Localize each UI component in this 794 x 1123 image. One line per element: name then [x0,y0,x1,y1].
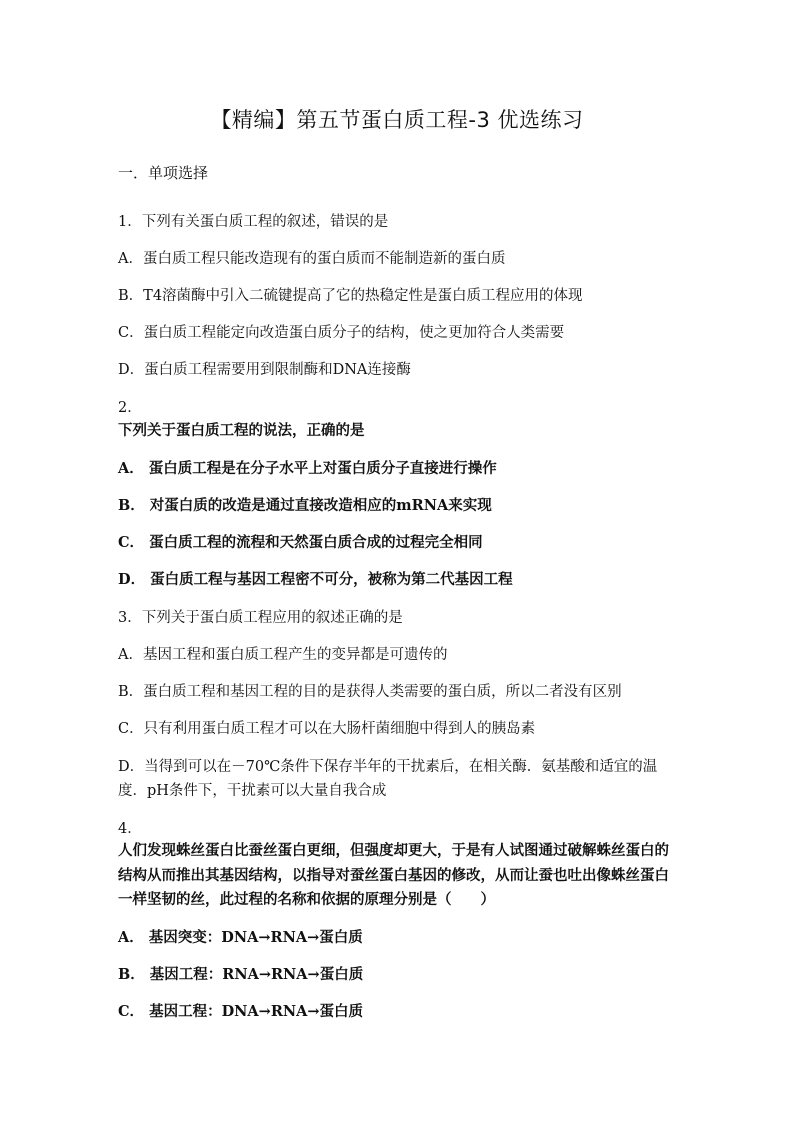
question-4-option-b: B． 基因工程：RNA→RNA→蛋白质 [118,966,364,983]
question-2-option-c: C． 蛋白质工程的流程和天然蛋白质合成的过程完全相同 [118,534,483,551]
question-3-option-a: A．基因工程和蛋白质工程产生的变异都是可遗传的 [118,647,448,663]
question-2-number: 2． [118,400,142,416]
question-2-option-b: B． 对蛋白质的改造是通过直接改造相应的mRNA来实现 [118,497,492,514]
question-1-option-c: C．蛋白质工程能定向改造蛋白质分子的结构，使之更加符合人类需要 [118,325,565,341]
question-4-option-c: C． 基因工程：DNA→RNA→蛋白质 [118,1003,364,1020]
question-1-stem: 1．下列有关蛋白质工程的叙述，错误的是 [118,214,389,230]
question-3-stem: 3．下列关于蛋白质工程应用的叙述正确的是 [118,610,403,626]
question-1-option-a: A．蛋白质工程只能改造现有的蛋白质而不能制造新的蛋白质 [118,251,506,267]
question-2-option-a: A． 蛋白质工程是在分子水平上对蛋白质分子直接进行操作 [118,460,497,477]
page-title: 【精编】第五节蛋白质工程-3 优选练习 [210,108,584,132]
question-2-stem: 下列关于蛋白质工程的说法，正确的是 [118,422,365,439]
section-heading: 一．单项选择 [118,164,209,182]
question-3-option-b: B．蛋白质工程和基因工程的目的是获得人类需要的蛋白质，所以二者没有区别 [118,684,622,700]
question-4-stem-line2: 结构从而推出其基因结构，以指导对蚕丝蛋白基因的修改，从而让蚕也吐出像蛛丝蛋白 [118,867,669,884]
question-4-stem-line1: 人们发现蛛丝蛋白比蚕丝蛋白更细，但强度却更大，于是有人试图通过破解蛛丝蛋白的 [118,842,669,859]
question-3-option-d-line2: 度．pH条件下，干扰素可以大量自我合成 [118,783,387,799]
question-1-option-d: D．蛋白质工程需要用到限制酶和DNA连接酶 [118,362,411,378]
question-1-option-b: B．T4溶菌酶中引入二硫键提高了它的热稳定性是蛋白质工程应用的体现 [118,288,583,304]
question-4-option-a: A． 基因突变：DNA→RNA→蛋白质 [118,929,363,946]
question-3-option-c: C．只有利用蛋白质工程才可以在大肠杆菌细胞中得到人的胰岛素 [118,721,536,737]
question-4-stem-line3: 一样坚韧的丝，此过程的名称和依据的原理分别是（ ） [118,891,495,908]
question-4-number: 4． [118,821,142,837]
question-2-option-d: D． 蛋白质工程与基因工程密不可分，被称为第二代基因工程 [118,571,513,588]
question-3-option-d-line1: D．当得到可以在－70℃条件下保存半年的干扰素后，在相关酶．氨基酸和适宜的温 [118,759,658,775]
